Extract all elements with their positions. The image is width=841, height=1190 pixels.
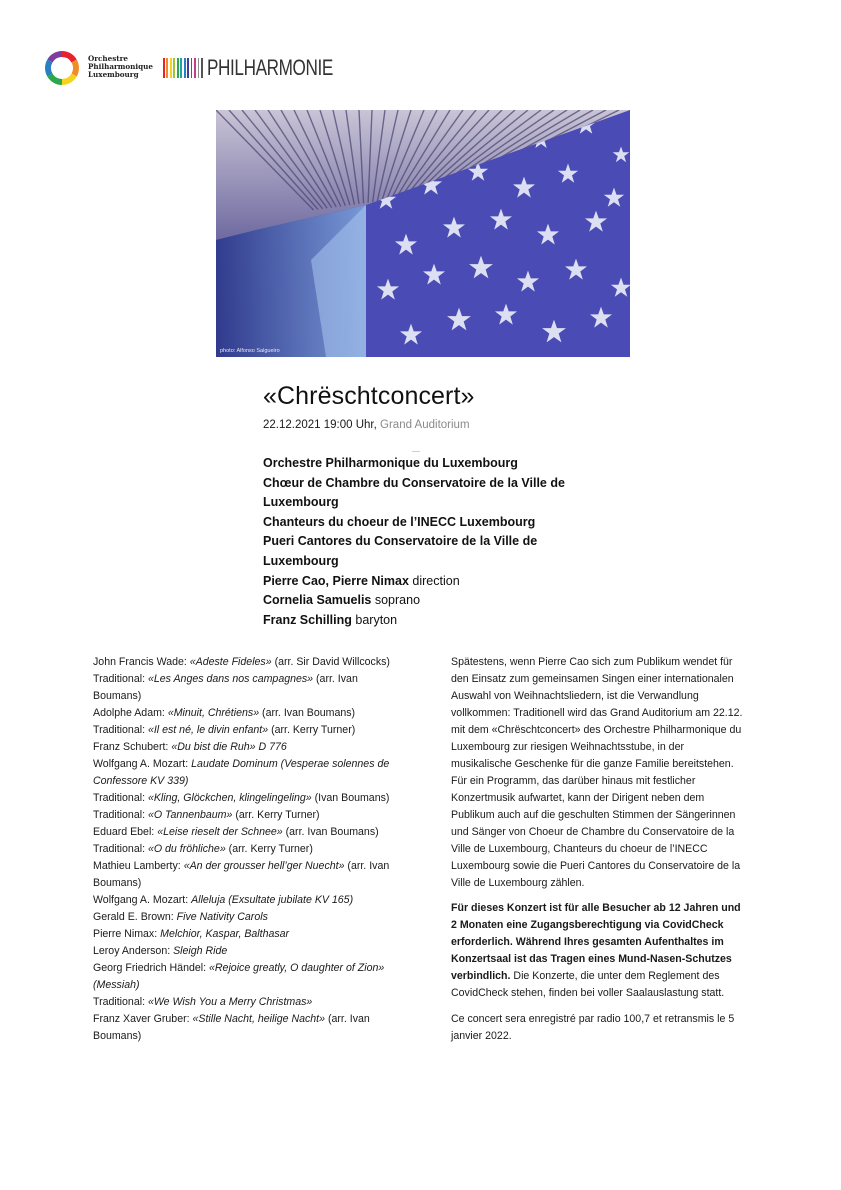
orchestra-logo-line: Philharmonique — [88, 62, 153, 72]
program-work: Laudate Dominum (Vesperae solennes de Confessore KV 339) — [93, 758, 390, 787]
performer-name: Chanteurs du choeur de l’INECC Luxembourg — [263, 514, 536, 529]
program-composer: Georg Friedrich Händel: — [93, 962, 207, 974]
program-composer: Wolfgang A. Mozart: — [93, 758, 189, 770]
performer-line — [263, 454, 623, 474]
program-work: Melchior, Kaspar, Balthasar — [160, 928, 290, 940]
event-title: «Chrëschtconcert» — [263, 382, 475, 410]
program-work: «Kling, Glöckchen, klingelingeling» — [147, 792, 312, 804]
program-composer: Traditional: — [93, 792, 146, 804]
performer-name: Luxembourg — [263, 495, 339, 510]
program-item — [93, 756, 393, 790]
hero-photo — [216, 110, 630, 357]
orchestra-logo-line: Orchestre — [88, 54, 128, 63]
program-composer: Traditional: — [93, 809, 146, 821]
philharmonie-bar — [163, 58, 165, 78]
program-item — [93, 671, 393, 705]
philharmonie-bar — [191, 58, 193, 78]
program-item — [93, 960, 393, 994]
program-work: «Adeste Fideles» — [189, 656, 272, 668]
program-work: «Du bist die Ruh» D 776 — [171, 741, 287, 753]
program-composer: Traditional: — [93, 673, 146, 685]
program-item — [93, 909, 393, 926]
program-work: Alleluja (Exsultate jubilate KV 165) — [191, 894, 354, 906]
program-note: (arr. Kerry Turner) — [235, 809, 320, 821]
philharmonie-bar — [180, 58, 182, 78]
covid-notice — [451, 900, 746, 1002]
program-item — [93, 722, 393, 739]
program-composer: Traditional: — [93, 843, 146, 855]
program-composer: Gerald E. Brown: — [93, 911, 174, 923]
event-venue: Grand Auditorium — [380, 419, 470, 431]
performer-name: Orchestre Philharmonique du Luxembourg — [263, 456, 518, 470]
performer-role: baryton — [355, 612, 398, 627]
program-composer: Leroy Anderson: — [93, 945, 171, 957]
program-work: «Rejoice greatly, O daughter of Zion» (Messiah) — [93, 962, 385, 991]
description-text: Spätestens, wenn Pierre Cao sich zum Publikum wendet für den Einsatz zum gemeinsamen Singen einer internationalen Auswahl von Weihnachtsliedern, ist die Verwandlung vollkommen: Traditionell wird das Grand Auditorium am 22.12. mit dem «Chrëschtconcert» des Orchestre Philharmonique du Luxembourg zur riesigen Weihnachtsstube, in der musikalische Geschenke für die ganze Familie bereitstehen. Für ein Programm, das darüber hinaus mit festlicher Konzertmusik aufwartet, kann der Dirigent neben dem Publikum auch auf die geschulten Stimmen der Sängerinnen und Sänger von Choeur de Chambre du Conservatoire de la Ville de Luxembourg, Chanteurs du choeur de l’INECC Luxembourg sowie die Pueri Cantores du Conservatoire de la Ville de Luxembourg zählen. — [451, 656, 743, 889]
philharmonie-bar — [201, 58, 203, 78]
description-column — [451, 654, 746, 1053]
orchestra-ring-icon — [44, 50, 80, 86]
program-work: «Stille Nacht, heilige Nacht» — [192, 1013, 326, 1025]
performer-line — [263, 572, 623, 592]
broadcast-note: Ce concert sera enregistré par radio 100,7 et retransmis le 5 janvier 2022. — [451, 1013, 735, 1042]
event-dateline — [263, 419, 470, 431]
program-note: (arr. Ivan Boumans) — [93, 860, 390, 889]
program-item — [93, 926, 393, 943]
performer-line — [263, 474, 623, 494]
program-item — [93, 824, 393, 841]
program-work: Five Nativity Carols — [176, 911, 268, 923]
program-work: «O du fröhliche» — [147, 843, 226, 855]
program-item — [93, 994, 393, 1011]
performer-name: Franz Schilling — [263, 612, 352, 627]
program-work: «Minuit, Chrétiens» — [167, 707, 260, 719]
philharmonie-bar — [184, 58, 186, 78]
program-note: (arr. Ivan Boumans) — [93, 673, 358, 702]
program-item — [93, 858, 393, 892]
program-composer: Franz Schubert: — [93, 741, 169, 753]
orchestra-logo-text — [88, 55, 168, 80]
program-item — [93, 1011, 393, 1045]
performer-name: Luxembourg — [263, 553, 339, 568]
program-work: «Les Anges dans nos campagnes» — [147, 673, 314, 685]
philharmonie-bar — [170, 58, 172, 78]
performers-list — [263, 454, 623, 630]
stars-ceiling-image — [216, 110, 630, 357]
program-note: (arr. Kerry Turner) — [271, 724, 356, 736]
covid-notice-regular: Die Konzerte, die unter dem Reglement des CovidCheck stehen, finden bei voller Saalauslastung statt. — [451, 970, 725, 999]
performer-role: soprano — [374, 593, 421, 608]
performer-name: Pierre Cao, Pierre Nimax — [263, 573, 409, 588]
divider — [412, 451, 420, 452]
program-note: (arr. Ivan Boumans) — [93, 1013, 370, 1042]
program-work: Sleigh Ride — [173, 945, 228, 957]
performer-line — [263, 513, 623, 533]
program-work: «Il est né, le divin enfant» — [147, 724, 269, 736]
program-composer: Traditional: — [93, 996, 146, 1008]
program-note: (arr. Sir David Willcocks) — [274, 656, 390, 668]
performer-name: Cornelia Samuelis — [263, 593, 372, 608]
program-note: (arr. Kerry Turner) — [228, 843, 313, 855]
program-item — [93, 943, 393, 960]
performer-name: Chœur de Chambre du Conservatoire de la Ville de — [263, 475, 565, 490]
philharmonie-bar — [166, 58, 168, 78]
philharmonie-bar — [173, 58, 175, 78]
philharmonie-bar — [194, 58, 196, 78]
philharmonie-bar — [198, 58, 200, 78]
performer-line — [263, 611, 623, 631]
philharmonie-logo — [163, 57, 368, 79]
program-item — [93, 654, 393, 671]
program-composer: Pierre Nimax: — [93, 928, 158, 940]
program-composer: Mathieu Lamberty: — [93, 860, 181, 872]
program-item — [93, 739, 393, 756]
philharmonie-bars-icon — [163, 57, 205, 79]
program-composer: Adolphe Adam: — [93, 707, 165, 719]
performer-line — [263, 591, 623, 611]
program-work: «We Wish You a Merry Christmas» — [147, 996, 313, 1008]
program-item — [93, 705, 393, 722]
program-composer: Traditional: — [93, 724, 146, 736]
program-composer: Franz Xaver Gruber: — [93, 1013, 190, 1025]
covid-notice-bold: Für dieses Konzert ist für alle Besucher ab 12 Jahren und 2 Monaten eine Zugangsberechtigung via CovidCheck erforderlich. Während Ihres gesamten Aufenthaltes im Konzertsaal ist das Tragen eines Mund-Nasen-Schutzes verbindlich. — [451, 902, 741, 982]
program-note: (arr. Ivan Boumans) — [285, 826, 379, 838]
philharmonie-wordmark: PHILHARMONIE — [206, 55, 333, 80]
program-note: (Ivan Boumans) — [314, 792, 390, 804]
program-work: «An der grousser hell’ger Nuecht» — [183, 860, 345, 872]
program-work: «O Tannenbaum» — [147, 809, 233, 821]
performer-name: Pueri Cantores du Conservatoire de la Ville de — [263, 534, 538, 549]
performer-line — [263, 493, 623, 513]
philharmonie-bar — [177, 58, 179, 78]
philharmonie-bar — [187, 58, 189, 78]
performer-line — [263, 552, 623, 572]
program-note: (arr. Ivan Boumans) — [262, 707, 356, 719]
program-item — [93, 790, 393, 807]
program-item — [93, 841, 393, 858]
program-composer: Eduard Ebel: — [93, 826, 155, 838]
program-list — [93, 654, 393, 1045]
program-item — [93, 892, 393, 909]
orchestra-logo-line: Luxembourg — [88, 70, 139, 80]
orchestra-logo — [44, 50, 164, 86]
photo-credit: photo: Alfonso Salgueiro — [220, 348, 280, 354]
program-item — [93, 807, 393, 824]
program-composer: Wolfgang A. Mozart: — [93, 894, 189, 906]
event-datetime: 22.12.2021 19:00 Uhr, — [263, 419, 377, 431]
program-composer: John Francis Wade: — [93, 656, 187, 668]
performer-line — [263, 532, 623, 552]
performer-role: direction — [412, 573, 460, 588]
program-work: «Leise rieselt der Schnee» — [157, 826, 283, 838]
